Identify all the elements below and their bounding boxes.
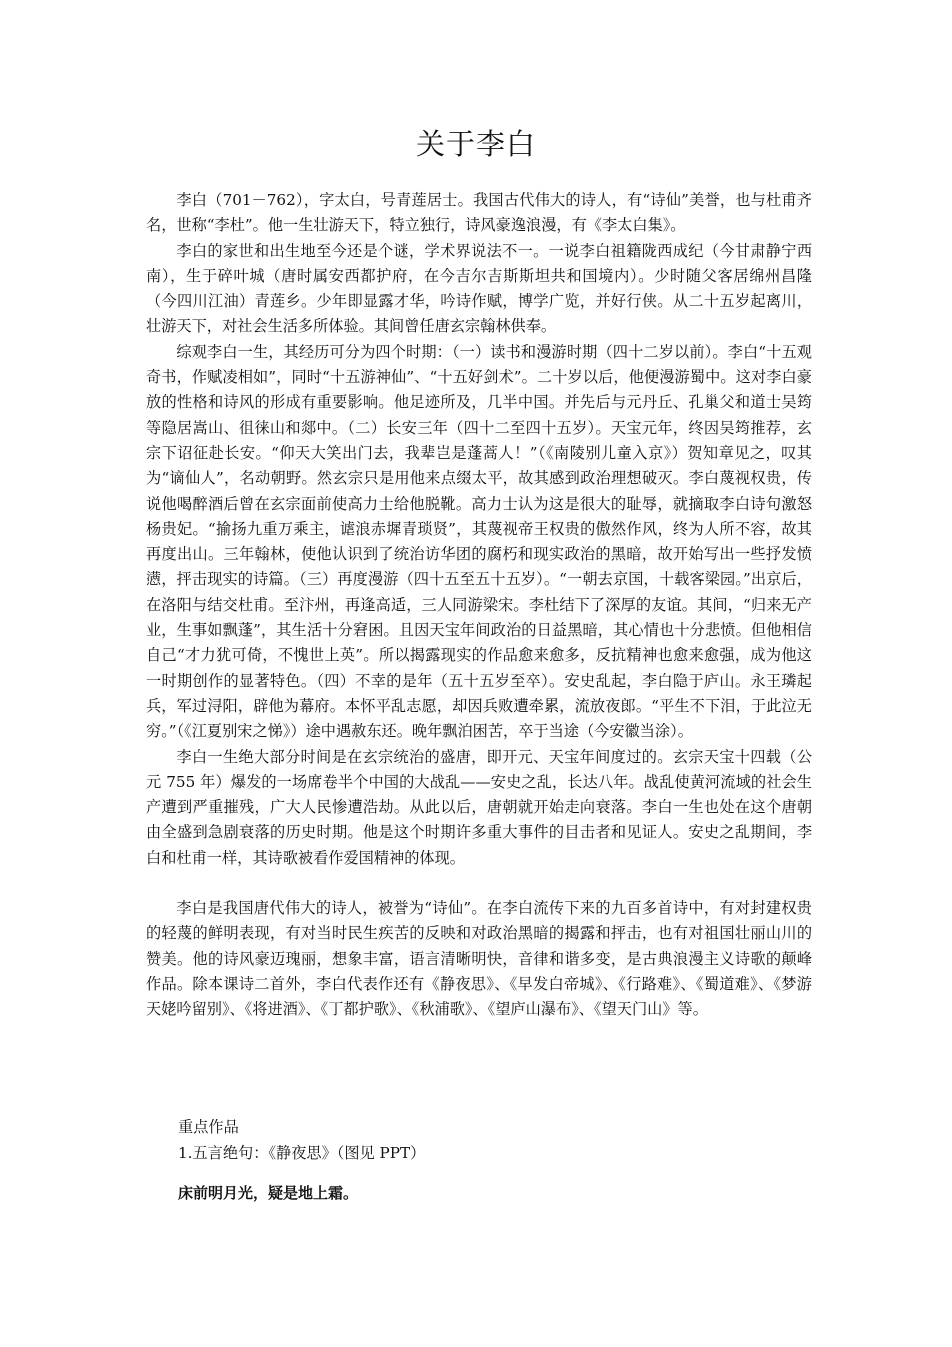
paragraph-intro: 李白（701－762），字太白，号青莲居士。我国古代伟大的诗人，有“诗仙”美誉，也与杜甫齐名，世称“李杜”。他一生壮游天下，特立独行，诗风豪逸浪漫，有《李太白集》。 <box>146 191 812 235</box>
key-works-section <box>178 1114 778 1166</box>
document-body <box>146 188 812 1023</box>
paragraph-historical-context: 李白一生绝大部分时间是在玄宗统治的盛唐，即开元、天宝年间度过的。玄宗天宝十四载（公元 755 年）爆发的一场席卷半个中国的大战乱——安史之乱，长达八年。战乱使黄河流域的社会生产遭到严重摧残，广大人民惨遭浩劫。从此以后，唐朝就开始走向衰落。李白一生也处在这个唐朝由全盛到急剧衰落的历史时期。他是这个时期许多重大事件的目击者和见证人。安史之乱期间，李白和杜甫一样，其诗歌被看作爱国精神的体现。 <box>146 747 812 867</box>
key-works-heading: 重点作品 <box>178 1118 239 1136</box>
key-works-item: 1.五言绝句：《静夜思》（图见 PPT） <box>178 1144 426 1162</box>
poem-line: 床前明月光，疑是地上霜。 <box>178 1184 359 1202</box>
paragraph-poetic-legacy: 李白是我国唐代伟大的诗人，被誉为“诗仙”。在李白流传下来的九百多首诗中，有对封建权贵的轻蔑的鲜明表现，有对当时民生疾苦的反映和对政治黑暗的揭露和抨击，也有对祖国壮丽山川的赞美。他的诗风豪迈瑰丽，想象丰富，语言清晰明快，音律和谐多变，是古典浪漫主义诗歌的颠峰作品。除本课诗二首外，李白代表作还有《静夜思》、《早发白帝城》、《行路难》、《蜀道难》、《梦游天姥吟留别》、《将进酒》、《丁都护歌》、《秋浦歌》、《望庐山瀑布》、《望天门山》等。 <box>146 899 812 1019</box>
paragraph-life-periods: 综观李白一生，其经历可分为四个时期：（一）读书和漫游时期（四十二岁以前）。李白“十五观奇书，作赋凌相如”，同时“十五游神仙”、“十五好剑术”。二十岁以后，他便漫游蜀中。这对李白豪放的性格和诗风的形成有重要影响。他足迹所及，几半中国。并先后与元丹丘、孔巢父和道士吴筠等隐居嵩山、徂徕山和郯中。（二）长安三年（四十二至四十五岁）。天宝元年，终因吴筠推荐，玄宗下诏征赴长安。“仰天大笑出门去，我辈岂是蓬蒿人！”（《南陵别儿童入京》）贺知章见之，叹其为“谪仙人”，名动朝野。然玄宗只是用他来点缀太平，故其感到政治理想破灭。李白蔑视权贵，传说他喝醉酒后曾在玄宗面前使高力士给他脱靴。高力士认为这是很大的耻辱，就摘取李白诗句激怒杨贵妃。“揄扬九重万乘主，谑浪赤墀青琐贤”，其蔑视帝王权贵的傲然作风，终为人所不容，故其再度出山。三年翰林，使他认识到了统治访华团的腐朽和现实政治的黑暗，故开始写出一些抒发愤懑，抨击现实的诗篇。（三）再度漫游（四十五至五十五岁）。“一朝去京国，十载客梁园。”出京后，在洛阳与结交杜甫。至汴州，再逢高适，三人同游梁宋。李杜结下了深厚的友谊。其间，“归来无产业，生事如飘蓬”，其生活十分窘困。且因天宝年间政治的日益黑暗，其心情也十分悲愤。但他相信自己“才力犹可倚，不愧世上英”。所以揭露现实的作品愈来愈多，反抗精神也愈来愈强，成为他这一时期创作的显著特色。（四）不幸的是年（五十五岁至卒）。安史乱起，李白隐于庐山。永王璘起兵，军过浔阳，辟他为幕府。本怀平乱志愿，却因兵败遭牵累，流放夜郎。“平生不下泪，于此泣无穷。”（《江夏别宋之悌》）途中遇赦东还。晚年飘泊困苦，卒于当途（今安徽当涂）。 <box>146 342 812 741</box>
document-title: 关于李白 <box>415 127 536 161</box>
paragraph-origin: 李白的家世和出生地至今还是个谜，学术界说法不一。一说李白祖籍陇西成纪（今甘肃静宁西南），生于碎叶城（唐时属安西都护府，在今吉尔吉斯斯坦共和国境内）。少时随父客居绵州昌隆（今四川江油）青莲乡。少年即显露才华，吟诗作赋，博学广览，并好行侠。从二十五岁起离川，壮游天下，对社会生活多所体验。其间曾任唐玄宗翰林供奉。 <box>146 241 812 336</box>
